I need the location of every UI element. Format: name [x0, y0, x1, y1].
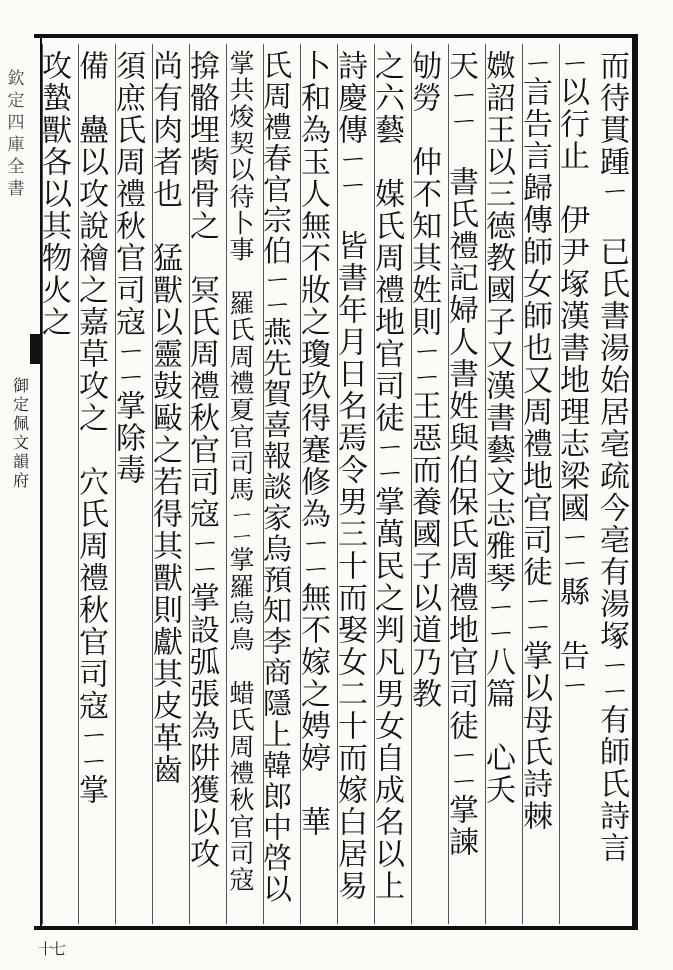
column-text: 掌共焌契以待卜事 羅氏周禮夏官司馬ㄧㄧ掌羅烏鳥 蜡氏周禮秋官司寇 — [226, 50, 255, 894]
column-text: 媺詔王以三德教國子又漢書藝文志雅琴ㄧㄧ八篇 心夭 — [480, 50, 515, 806]
text-column — [406, 44, 448, 924]
text-column — [517, 44, 559, 924]
column-text: 揜骼埋胔骨之 冥氏周禮秋官司寇ㄧㄧ掌設弧張為阱獲以攻 — [184, 50, 219, 870]
column-text: 劬勞 仲不知其姓則ㄧㄧ王惡而養國子以道乃教 — [406, 50, 441, 710]
column-text: 尚有肉者也 猛獸以靈鼓敺之若得其獸則獻其皮革齒 — [147, 50, 182, 786]
text-column — [332, 44, 374, 924]
text-column — [184, 44, 226, 924]
column-text: 之六藝 媒氏周禮地官司徒ㄧㄧ掌萬民之判凡男女自成名以上 — [369, 50, 404, 902]
column-text: 卜和為玉人無不妝之瓊玖得蹇修為ㄧㄧ無不嫁之娉婷 華 — [295, 50, 330, 838]
text-column — [110, 44, 152, 924]
column-text: 須庶氏周禮秋官司寇ㄧㄧ掌除毒 — [110, 50, 145, 486]
column-text: 而待貫踵ㄧ 已氏書湯始居亳疏今亳有湯塚ㄧㄧ有師氏詩言 — [594, 50, 629, 864]
text-column — [259, 44, 300, 924]
text-column — [480, 44, 522, 924]
text-column — [73, 44, 115, 924]
fishtail-mark — [30, 334, 40, 364]
text-column — [147, 44, 189, 924]
page-number: 十七 — [38, 940, 65, 958]
column-text: ㄧ以行止 伊尹塚漢書地理志梁國ㄧㄧ縣 告ㄧ — [554, 50, 589, 698]
column-text: 攻蟄獸各以其物火之 — [36, 50, 71, 338]
column-text: ㄧ言告言歸傳師女師也又周禮地官司徒ㄧㄧ掌以母氏詩棘 — [517, 50, 552, 832]
column-text: 天ㄧㄧ 書氏禮記婦人書姓與伯保氏周禮地官司徒ㄧㄧ掌諫 — [443, 50, 478, 858]
text-column — [226, 44, 263, 924]
column-text: 詩慶傳ㄧㄧ 皆書年月日名焉令男三十而娶女二十而嫁白居易 — [332, 50, 367, 902]
text-column — [443, 44, 485, 924]
column-text: 備 蠱以攻說禬之嘉草攻之 穴氏周禮秋官司寇ㄧㄧ掌 — [73, 50, 108, 806]
text-column — [36, 44, 78, 924]
column-text: 氏周禮春官宗伯ㄧㄧ燕先賀喜報談家烏預知李商隱上韓郎中啓以 — [259, 50, 293, 905]
margin-book-title: 御定佩文韻府 — [12, 376, 29, 490]
text-column — [554, 44, 596, 924]
text-column — [295, 44, 337, 924]
text-column — [369, 44, 411, 924]
text-column — [596, 44, 636, 924]
margin-series-title: 欽定四庫全書 — [7, 69, 25, 199]
